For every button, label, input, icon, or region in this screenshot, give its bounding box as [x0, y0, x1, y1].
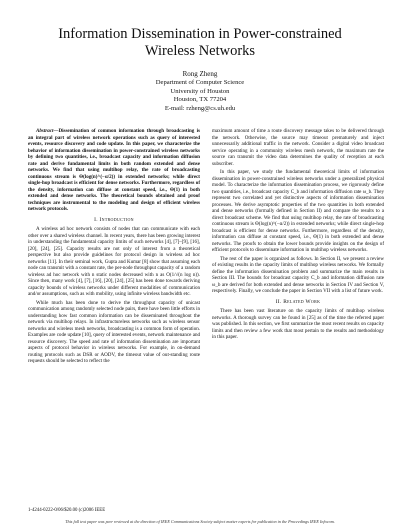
intro-paragraph: While much has been done to derive the throughput capacity of unicast communication among randomly selected node pairs, there have been little efforts in understanding how fast common information can be disseminated throughout the network via multihop relays. In infrastructureless networks such as wireless sensor networks and wireless mesh networks, broadcasting is a common form of operation. Examples are code update [10], query of interested events, network maintenance and resource discovery. The speed and rate of information dissemination are important aspects of protocol behavior in wireless networks. For example, in on-demand routing protocols such as DSR or AODV, the timeout value of out-standing route requests should be selected to reflect the [28, 299, 200, 364]
intro-paragraph: maximum amount of time a route discovery message takes to be delivered through the network. Otherwise, the source may timeout prematurely and inject unnecessarily additional traffic in the network. Consider a digital video broadcast service operating in a community wireless mesh network, the maximum rate the source can transmit the video data determines the quality of reception at each subscriber. [212, 128, 384, 167]
author-university: University of Houston [170, 87, 230, 95]
paper-title: Information Dissemination in Power-constrained Wireless Networks [58, 26, 342, 59]
author-department: Department of Computer Science [155, 78, 245, 86]
author-name: Rong Zheng [182, 70, 218, 78]
author-block [100, 70, 300, 114]
right-column [212, 128, 384, 343]
abstract [28, 128, 200, 213]
author-city: Houston, TX 77204 [173, 96, 227, 104]
abstract-lead: Abstract [36, 128, 54, 134]
intro-paragraph: The rest of the paper is organized as follows. In Section II, we present a review of existing results in the capacity limits of multihop wireless networks. We formally define the information dissemination problem and summarize the main results in Section III. The bounds for broadcast capacity C_b and information diffusion rate ω_b are derived for both extended and dense networks in Section IV and Section V, respectively. Finally, we conclude the paper in Section VII with a list of future work. [212, 255, 384, 294]
section-heading-related-work: II. Related Work [275, 298, 321, 305]
peer-review-notice: This full text paper was peer reviewed at the direction of IEEE Communications Society subject matter experts for publication in the Proceedings IEEE Infocom. [65, 519, 335, 524]
left-column [28, 128, 200, 367]
copyright-line: 1-4244-0222-0/06/$20.00 (c)2006 IEEE [28, 508, 106, 513]
related-work-paragraph: There has been vast literature on the capacity limits of multihop wireless networks. A thorough survey can be found in [25] as of the time the referred paper was published. In this section, we first summarize the most recent results on capacity limits and then review a few work that most pertain to the results and methodology in this paper. [212, 308, 384, 340]
author-email: E-mail: rzheng@cs.uh.edu [164, 105, 236, 113]
section-heading-introduction: I. Introduction [94, 216, 134, 223]
abstract-text: —Dissemination of common information through broadcasting is an integral part of wireless network operations such as query of interested events, resource discovery and code update. In this paper, we characterize the behavior of information dissemination in power-constrained wireless networks by defining two quantities, i.e., broadcast capacity and information diffusion rate and derive fundamental limits in both random extended and dense networks. We find that using multihop relay, the rate of broadcasting continuous stream is Θ(log(n)^(−α/2)) in extended networks; while direct single-hop broadcast is efficient for dense networks. Furthermore, regardless of the density, information can diffuse at constant speed, i.e., Θ(1) in both extended and dense networks. The theoretical bounds obtained and proof techniques are instrumental to the modeling and design of efficient wireless network protocols. [28, 128, 200, 212]
intro-paragraph: A wireless ad hoc network consists of nodes that can communicate with each other over a shared wireless channel. In recent years, there has been growing interest in understanding the fundamental capacity limits of such networks [4], [7]–[9], [16], [20], [24], [25]. Capacity results are not only of interest from a theoretical perspective but also provide guidelines for protocol design in wireless ad hoc networks [11]. In their seminal work, Gupta and Kumar [8] show that assuming each node can transmit with a constant rate, the per-node throughput capacity of a random wireless ad hoc network with n static nodes decreased with n as O(1/√(n log n)). Since then, many work [4], [7], [16], [20], [24], [25] has been done towards deriving capacity bounds of wireless networks under different modalities of communication and/or assumptions, such as with mobility, using infinite wireless bandwidth etc. [28, 226, 200, 297]
intro-paragraph: In this paper, we study the fundamental theoretical limits of information dissemination in power-constrained wireless networks under a generalized physical model. To characterize the information dissemination process, we rigorously define two quantities, i.e., broadcast capacity C_b and information diffusion rate ω_b. They represent two correlated and yet distinctive aspects of information dissemination processes. We derive asymptotic properties of the two quantities in both extended and dense networks (formally defined in Section II) and compare the results to a direct broadcast scheme. We find that using multihop relay, the rate of broadcasting continuous stream is Θ(log(n)^(−α/2)) in extended networks; while direct single-hop broadcast is efficient for dense networks. Furthermore, regardless of the density, information can diffuse at constant speed, i.e., Θ(1) in both extended and dense networks. The proofs to obtain the lower bounds provide insights on the design of efficient protocols to disseminate information in multihop wireless networks. [212, 169, 384, 253]
